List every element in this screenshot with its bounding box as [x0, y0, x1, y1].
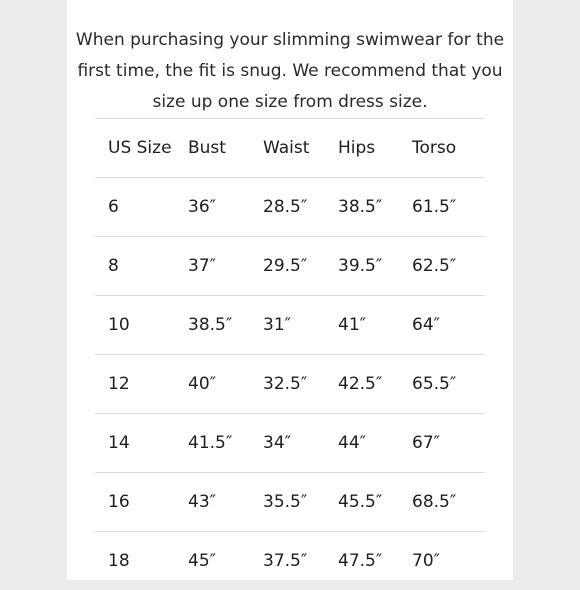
cell-waist: 31″	[263, 296, 338, 355]
cell-us-size: 8	[95, 237, 188, 296]
cell-torso: 67″	[412, 414, 485, 473]
table-row	[95, 414, 485, 473]
cell-bust: 40″	[188, 355, 263, 414]
cell-us-size: 12	[95, 355, 188, 414]
table-row	[95, 473, 485, 532]
cell-hips: 44″	[338, 414, 412, 473]
intro-text	[67, 25, 513, 118]
cell-bust: 41.5″	[188, 414, 263, 473]
cell-hips: 42.5″	[338, 355, 412, 414]
cell-us-size: 18	[95, 532, 188, 590]
cell-torso: 62.5″	[412, 237, 485, 296]
cell-torso: 65.5″	[412, 355, 485, 414]
table-header-row	[95, 119, 485, 178]
cell-hips: 39.5″	[338, 237, 412, 296]
cell-torso: 61.5″	[412, 178, 485, 237]
table-row	[95, 178, 485, 237]
table-row	[95, 237, 485, 296]
cell-torso: 68.5″	[412, 473, 485, 532]
cell-hips: 45.5″	[338, 473, 412, 532]
cell-hips: 38.5″	[338, 178, 412, 237]
cell-hips: 41″	[338, 296, 412, 355]
cell-waist: 29.5″	[263, 237, 338, 296]
cell-bust: 36″	[188, 178, 263, 237]
cell-waist: 37.5″	[263, 532, 338, 590]
cell-waist: 34″	[263, 414, 338, 473]
table-row	[95, 355, 485, 414]
header-waist: Waist	[263, 119, 338, 178]
cell-hips: 47.5″	[338, 532, 412, 590]
size-table-body	[95, 178, 485, 590]
cell-bust: 38.5″	[188, 296, 263, 355]
header-us-size: US Size	[95, 119, 188, 178]
cell-us-size: 16	[95, 473, 188, 532]
header-hips: Hips	[338, 119, 412, 178]
cell-waist: 32.5″	[263, 355, 338, 414]
header-torso: Torso	[412, 119, 485, 178]
cell-waist: 28.5″	[263, 178, 338, 237]
cell-torso: 64″	[412, 296, 485, 355]
intro-line-2: first time, the fit is snug. We recommend that you	[67, 56, 513, 87]
cell-us-size: 14	[95, 414, 188, 473]
cell-us-size: 10	[95, 296, 188, 355]
header-bust: Bust	[188, 119, 263, 178]
cell-torso: 70″	[412, 532, 485, 590]
cell-bust: 37″	[188, 237, 263, 296]
size-chart-card	[67, 0, 513, 580]
size-table	[95, 118, 485, 590]
intro-line-3: size up one size from dress size.	[67, 87, 513, 118]
table-row	[95, 296, 485, 355]
cell-waist: 35.5″	[263, 473, 338, 532]
intro-line-1: When purchasing your slimming swimwear for the	[67, 25, 513, 56]
table-row	[95, 532, 485, 590]
cell-bust: 45″	[188, 532, 263, 590]
cell-bust: 43″	[188, 473, 263, 532]
cell-us-size: 6	[95, 178, 188, 237]
